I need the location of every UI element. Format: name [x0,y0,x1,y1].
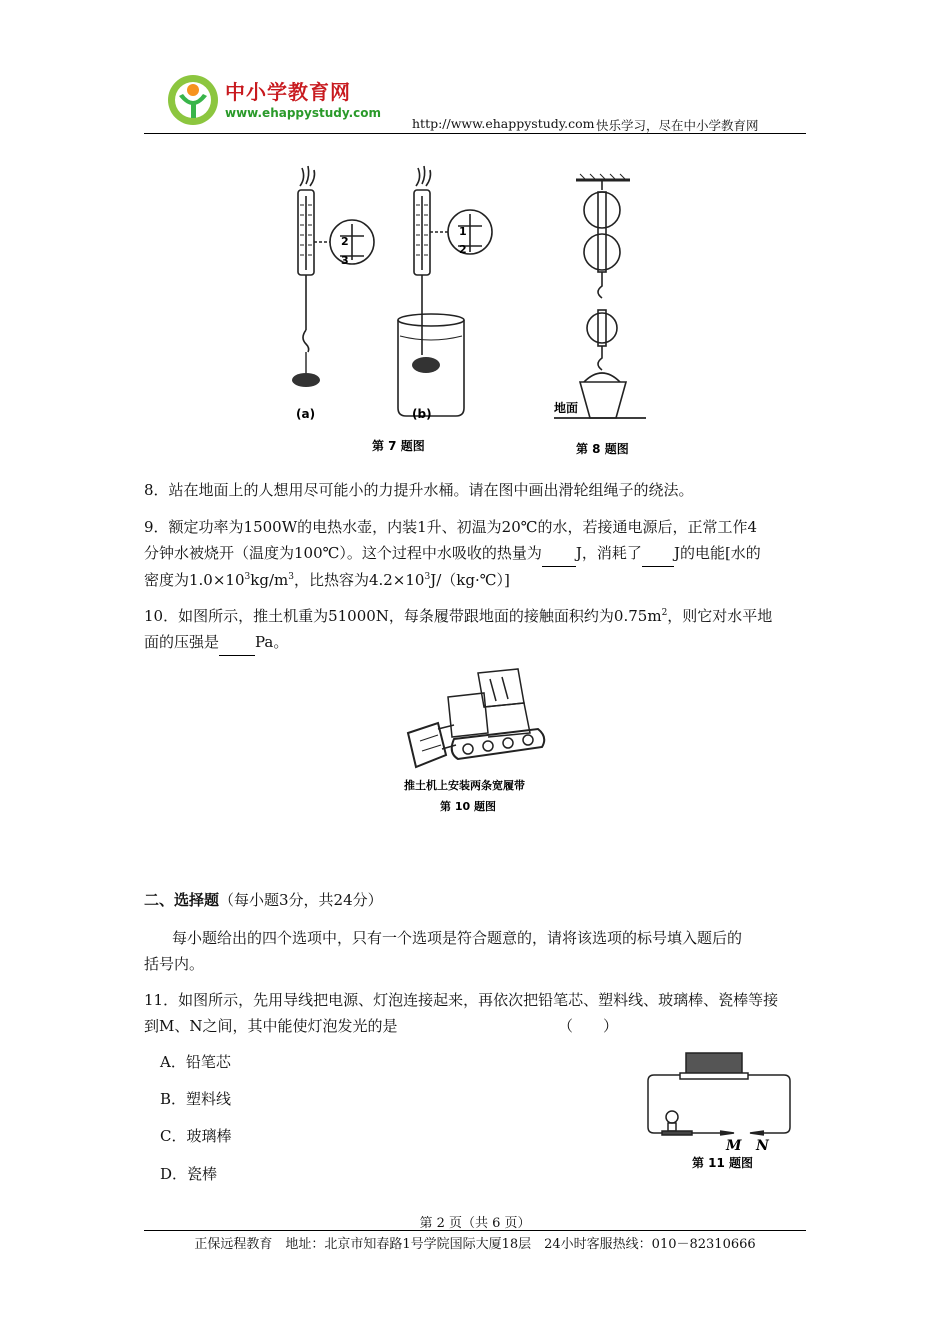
q10-line-2 [144,629,806,656]
q9-heat-text: ，比热容为4.2×10 [293,571,425,589]
section-2-title: 二、选择题 [144,891,220,909]
footer-divider [144,1230,806,1231]
q9-text-a: 分钟水被烧开（温度为100℃）。这个过程中水吸收的热量为 [144,544,542,562]
fig8-caption: 第 8 题图 [576,442,629,456]
fig11-label-m: M [726,1138,742,1154]
fig7a-scale-1: 2 [341,235,349,248]
q11-option-a[interactable]: A．铅笔芯 [160,1053,231,1071]
section-2-intro-1: 每小题给出的四个选项中，只有一个选项是符合题意的，请将该选项的标号填入题后的 [172,929,743,947]
header-site-link[interactable]: http://www.ehappystudy.com [412,116,595,131]
header-divider [144,133,806,134]
q9-line-3 [144,567,806,593]
section-2-heading [144,887,806,913]
question-8: 8．站在地面上的人想用尽可能小的力提升水桶。请在图中画出滑轮组绳子的绕法。 [144,481,694,499]
fig7-caption: 第 7 题图 [372,439,425,453]
figure-10-bulldozer [398,663,550,818]
fig7b-scale-1: 1 [459,225,467,238]
q10-text-c: 面的压强是 [144,633,220,651]
q11-option-c[interactable]: C．玻璃棒 [160,1127,232,1145]
q9-density-unit: kg/m [250,571,289,589]
fig10-caption: 第 10 题图 [440,800,496,813]
section-2-intro [144,925,806,977]
q10-text-b: ，则它对水平地 [667,607,773,625]
q9-sup-1: 3 [244,572,251,582]
q9-heat-unit: J/（kg·℃）] [430,571,510,589]
q9-text-c: J的电能[水的 [673,544,761,562]
q9-text-b: J，消耗了 [575,544,642,562]
section-2-intro-2: 括号内。 [144,955,205,973]
logo-icon [165,70,225,128]
question-11 [144,987,806,1039]
q10-line-1 [144,603,806,629]
page-number: 第 2 页（共 6 页） [419,1216,531,1231]
fig11-label-n: N [756,1138,769,1154]
q9-blank-1[interactable] [542,540,576,567]
q11-text: 到M、N之间，其中能使灯泡发光的是 [144,1017,398,1035]
q9-sup-3: 3 [424,572,431,582]
q9-sup-2: 3 [288,572,294,582]
question-9 [144,514,806,593]
q10-sup: 2 [661,608,668,618]
logo-url: www.ehappystudy.com [225,106,381,120]
logo-text: 中小学教育网 [225,80,351,104]
header-slogan: 快乐学习，尽在中小学教育网 [596,118,759,133]
figure-7-8 [280,160,670,460]
fig11-caption: 第 11 题图 [692,1156,754,1170]
fig7-label-a: (a) [296,407,316,421]
section-2-note: （每小题3分，共24分） [219,891,383,909]
q9-line-1: 9．额定功率为1500W的电热水壶，内装1升、初温为20℃的水，若接通电源后，正常工作4 [144,518,758,536]
figure-11-circuit [642,1047,798,1171]
q9-density-text: 密度为1.0×10 [144,571,245,589]
q9-blank-2[interactable] [642,540,674,567]
fig7a-scale-2: 3 [341,254,349,267]
fig10-label: 推土机上安装两条宽履带 [404,779,525,792]
q11-line-1: 11．如图所示，先用导线把电源、灯泡连接起来，再依次把铅笔芯、塑料线、玻璃棒、瓷棒等接 [144,991,779,1009]
footer-info: 正保远程教育 地址：北京市知春路1号学院国际大厦18层 24小时客服热线：010－82310666 [194,1237,756,1252]
fig7-label-b: (b) [412,407,432,421]
question-10 [144,603,806,656]
fig8-ground-label: 地面 [554,401,579,415]
q11-option-b[interactable]: B．塑料线 [160,1090,232,1108]
q10-blank[interactable] [219,629,255,656]
q11-line-2 [144,1013,806,1039]
q10-text-a: 10．如图所示，推土机重为51000N，每条履带跟地面的接触面积约为0.75m [144,607,662,625]
q11-answer-bracket[interactable]: （ ） [558,1017,619,1035]
q9-line-2 [144,540,806,567]
fig7b-scale-2: 2 [459,243,467,256]
q11-option-d[interactable]: D．瓷棒 [160,1165,218,1183]
q10-text-d: Pa。 [255,633,289,651]
